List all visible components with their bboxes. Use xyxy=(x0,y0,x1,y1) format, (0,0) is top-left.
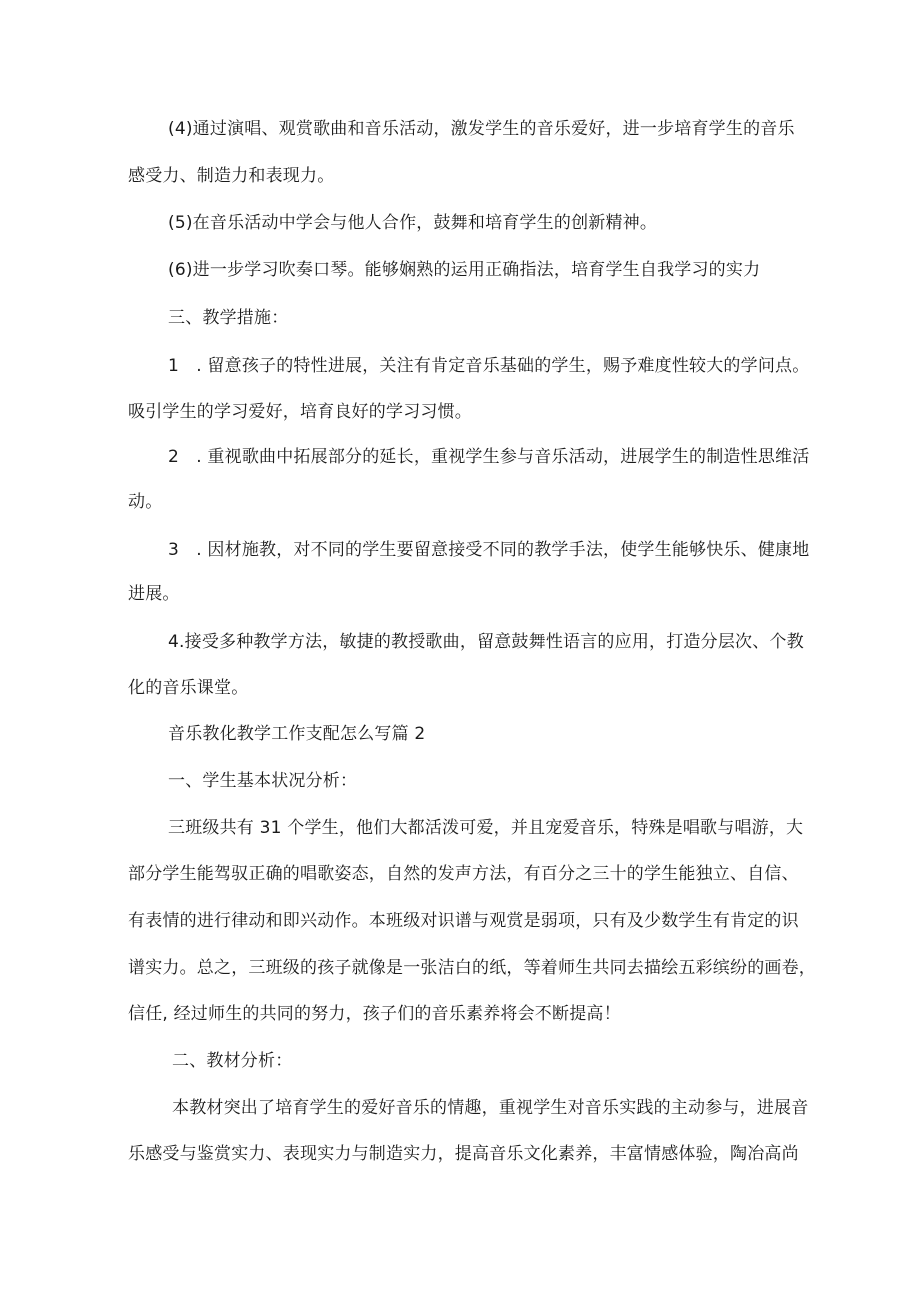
paragraph-line: (4)通过演唱、观赏歌曲和音乐活动，激发学生的音乐爱好，进一步培育学生的音乐 xyxy=(168,119,795,139)
paragraph-line: 有表情的进行律动和即兴动作。本班级对识谱与观赏是弱项，只有及少数学生有肯定的识 xyxy=(128,911,799,931)
paragraph-line: 三班级共有 31 个学生，他们大都活泼可爱，并且宠爱音乐，特殊是唱歌与唱游，大 xyxy=(168,818,804,838)
paragraph-line: 谱实力。总之，三班级的孩子就像是一张洁白的纸，等着师生共同去描绘五彩缤纷的画卷， xyxy=(128,958,816,978)
paragraph-line: 乐感受与鉴赏实力、表现实力与制造实力，提高音乐文化素养，丰富情感体验，陶冶高尚 xyxy=(128,1144,799,1164)
section-heading: 二、教材分析： xyxy=(172,1051,293,1071)
section-heading: 一、学生基本状况分析： xyxy=(168,771,358,791)
paragraph-line: 4.接受多种教学方法，敏捷的教授歌曲，留意鼓舞性语言的应用，打造分层次、个教 xyxy=(168,632,804,652)
paragraph-line: 2 . 重视歌曲中拓展部分的延长，重视学生参与音乐活动，进展学生的制造性思维活 xyxy=(168,447,810,467)
article-title: 音乐教化教学工作支配怎么写篇 2 xyxy=(168,724,426,744)
paragraph-line: 吸引学生的学习爱好，培育良好的学习习惯。 xyxy=(128,402,472,422)
paragraph-line: 动。 xyxy=(128,492,163,512)
paragraph-line: 部分学生能驾驭正确的唱歌姿态，自然的发声方法，有百分之三十的学生能独立、自信、 xyxy=(128,864,799,884)
paragraph-line: 3 . 因材施教，对不同的学生要留意接受不同的教学手法，使学生能够快乐、健康地 xyxy=(168,540,810,560)
paragraph-line: 感受力、制造力和表现力。 xyxy=(128,166,335,186)
paragraph-line: 本教材突出了培育学生的爱好音乐的情趣，重视学生对音乐实践的主动参与，进展音 xyxy=(172,1098,809,1118)
paragraph-line: 1 . 留意孩子的特性进展，关注有肯定音乐基础的学生，赐予难度性较大的学问点。 xyxy=(168,356,810,376)
section-heading: 三、教学措施： xyxy=(168,308,289,328)
paragraph-line: 信任, 经过师生的共同的努力，孩子们的音乐素养将会不断提高！ xyxy=(128,1004,621,1024)
paragraph-line: (5)在音乐活动中学会与他人合作，鼓舞和培育学生的创新精神。 xyxy=(168,213,658,233)
paragraph-line: 化的音乐课堂。 xyxy=(128,678,249,698)
paragraph-line: 进展。 xyxy=(128,584,180,604)
paragraph-line: (6)进一步学习吹奏口琴。能够娴熟的运用正确指法，培育学生自我学习的实力 xyxy=(168,260,761,280)
